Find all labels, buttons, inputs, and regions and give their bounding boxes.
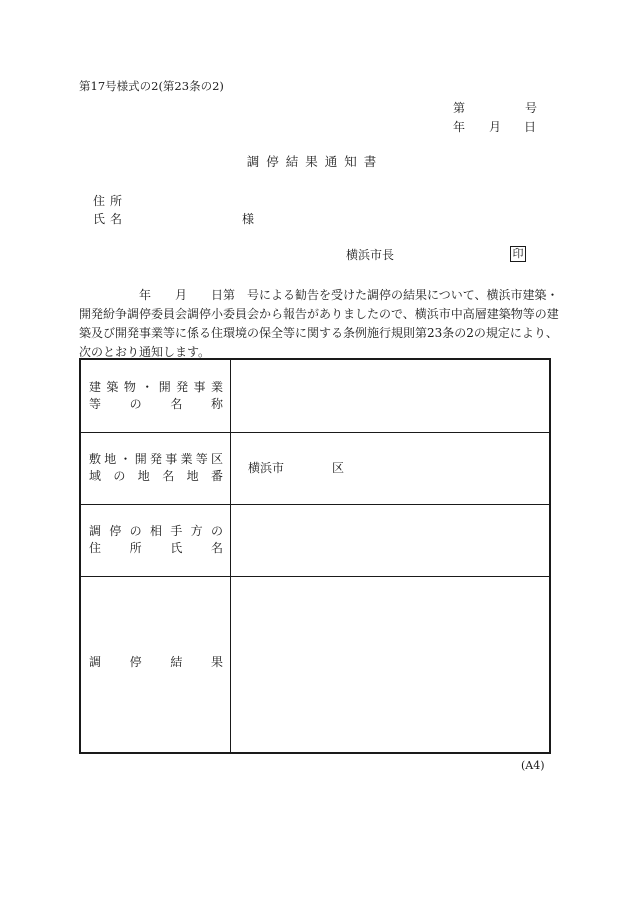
date-year-label: 年 (453, 120, 466, 134)
label-cell (81, 432, 231, 504)
body-line-4: 次のとおり通知します。 (79, 345, 211, 359)
row-label-line: 調停の相手方の (89, 524, 223, 538)
document-number-label: 第 (453, 101, 466, 115)
notice-body (79, 286, 559, 362)
table-row-counterparty (81, 504, 549, 577)
seal-stamp: 印 (510, 246, 526, 262)
paper-size-label: (A4) (521, 759, 545, 772)
row-label (89, 523, 223, 557)
site-location-field[interactable] (231, 432, 549, 504)
building-name-field[interactable] (231, 360, 549, 432)
recipient-honorific: 様 (242, 212, 255, 226)
row-label (89, 451, 223, 485)
row-label (89, 654, 223, 671)
label-cell (81, 576, 231, 752)
date-day-label: 日 (524, 120, 537, 134)
document-number-suffix: 号 (525, 101, 538, 115)
sender-mayor: 横浜市長 (346, 248, 395, 262)
row-label-line: 建築物・開発事業 (89, 380, 223, 394)
row-label-line: 敷地・開発事業等区 (89, 452, 223, 466)
notice-table (79, 358, 551, 754)
date-month-label: 月 (489, 120, 502, 134)
body-line-1: 年 月 日第 号による勧告を受けた調停の結果について、横浜市建築・ (79, 288, 559, 302)
row-label-line: 住所氏名 (89, 541, 223, 555)
table-row-site-location (81, 432, 549, 505)
label-cell (81, 504, 231, 576)
counterparty-field[interactable] (231, 504, 549, 576)
row-label-line: 等の名称 (89, 397, 223, 411)
row-label-line: 域の地名地番 (89, 469, 223, 483)
location-ward: 区 (332, 461, 345, 475)
recipient-name-label: 氏名 (93, 212, 128, 226)
row-label (89, 379, 223, 413)
recipient-address-label: 住所 (93, 194, 128, 208)
table-row-building-name (81, 360, 549, 433)
body-line-3: 築及び開発事業等に係る住環境の保全等に関する条例施行規則第23条の2の規定により、 (79, 326, 558, 340)
table-row-mediation-result (81, 576, 549, 752)
row-label-line: 調停結果 (89, 655, 223, 669)
label-cell (81, 360, 231, 432)
body-line-2: 開発紛争調停委員会調停小委員会から報告がありましたので、横浜市中高層建築物等の建 (79, 307, 559, 321)
mediation-result-field[interactable] (231, 576, 549, 752)
location-city: 横浜市 (248, 461, 285, 475)
document-title: 調停結果通知書 (246, 154, 384, 169)
form-number: 第17号様式の2(第23条の2) (79, 79, 224, 93)
